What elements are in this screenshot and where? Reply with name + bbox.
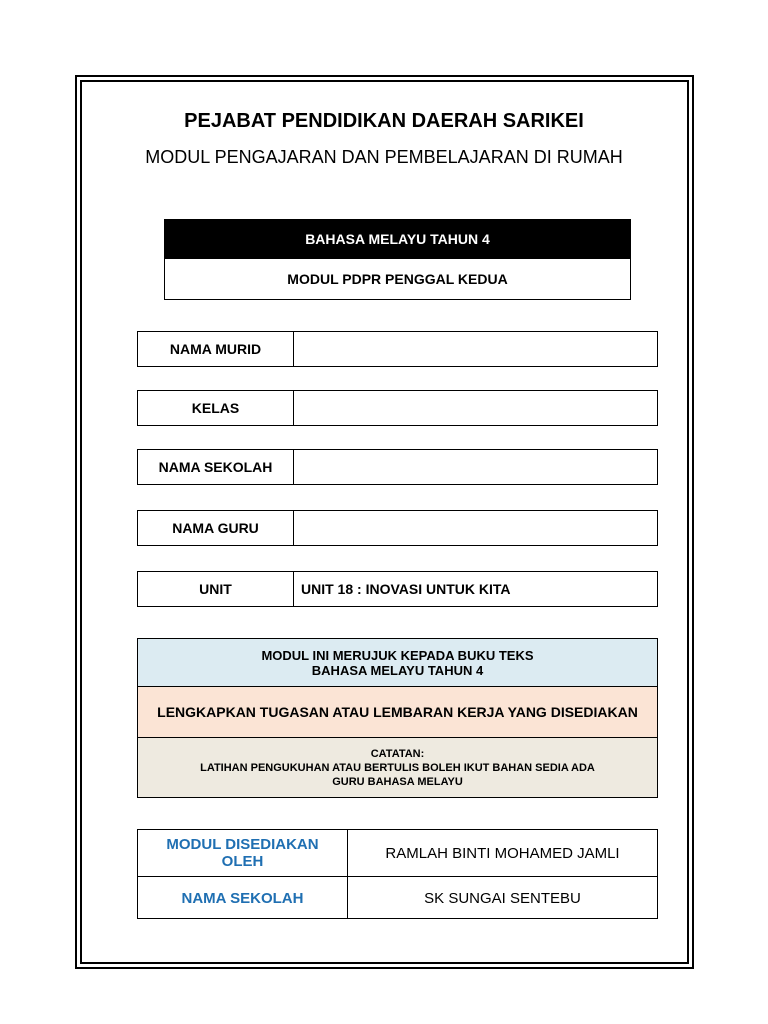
remark-note bbox=[138, 738, 657, 797]
class-field[interactable] bbox=[294, 391, 657, 425]
author-row-school bbox=[138, 876, 657, 919]
school-name-field[interactable] bbox=[294, 450, 657, 484]
author-row-prepared-by bbox=[138, 830, 657, 876]
page-title: PEJABAT PENDIDIKAN DAERAH SARIKEI bbox=[184, 110, 584, 132]
author-table bbox=[137, 829, 658, 919]
subject-heading: BAHASA MELAYU TAHUN 4 bbox=[165, 220, 630, 258]
unit-value: UNIT 18 : INOVASI UNTUK KITA bbox=[301, 581, 511, 597]
notes-box bbox=[137, 638, 658, 798]
info-label: NAMA SEKOLAH bbox=[138, 450, 294, 484]
info-row-unit bbox=[137, 571, 658, 607]
author-school: SK SUNGAI SENTEBU bbox=[424, 889, 581, 907]
info-label: NAMA GURU bbox=[138, 511, 294, 545]
task-instruction: LENGKAPKAN TUGASAN ATAU LEMBARAN KERJA YANG DISEDIAKAN bbox=[138, 687, 657, 738]
teacher-name-field[interactable] bbox=[294, 511, 657, 545]
reference-line: MODUL INI MERUJUK KEPADA BUKU TEKS bbox=[261, 647, 534, 663]
textbook-reference bbox=[138, 639, 657, 687]
remark-line: GURU BAHASA MELAYU bbox=[332, 775, 463, 788]
info-label: NAMA MURID bbox=[138, 332, 294, 366]
info-row-student-name bbox=[137, 331, 658, 367]
info-row-school-name bbox=[137, 449, 658, 485]
info-label: KELAS bbox=[138, 391, 294, 425]
author-label: MODUL DISEDIAKAN OLEH bbox=[138, 830, 348, 876]
page-subtitle: MODUL PENGAJARAN DAN PEMBELAJARAN DI RUMAH bbox=[145, 147, 623, 167]
student-name-field[interactable] bbox=[294, 332, 657, 366]
info-label: UNIT bbox=[138, 572, 294, 606]
remark-line: LATIHAN PENGUKUHAN ATAU BERTULIS BOLEH IKUT BAHAN SEDIA ADA bbox=[200, 761, 595, 774]
info-row-class bbox=[137, 390, 658, 426]
author-name: RAMLAH BINTI MOHAMED JAMLI bbox=[385, 844, 620, 862]
author-label: NAMA SEKOLAH bbox=[138, 877, 348, 919]
reference-line: BAHASA MELAYU TAHUN 4 bbox=[311, 662, 484, 678]
info-row-teacher-name bbox=[137, 510, 658, 546]
module-term: MODUL PDPR PENGGAL KEDUA bbox=[165, 258, 630, 299]
subject-box bbox=[164, 219, 631, 300]
remark-title: CATATAN: bbox=[370, 747, 425, 760]
